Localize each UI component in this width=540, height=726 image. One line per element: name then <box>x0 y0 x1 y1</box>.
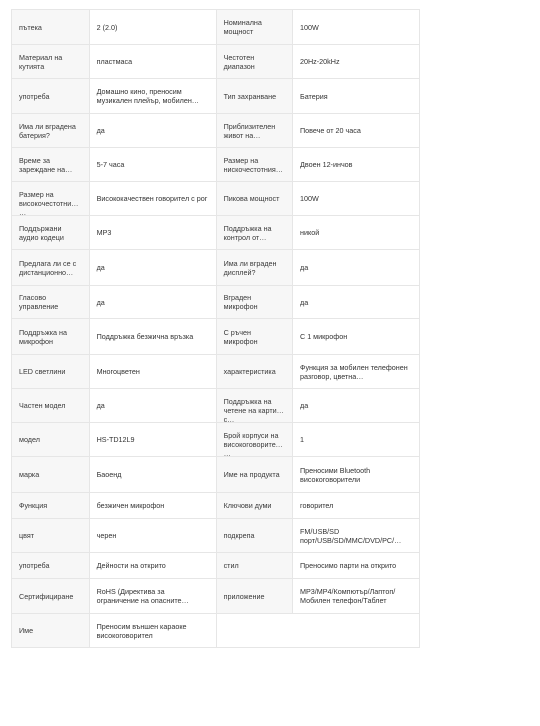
spec-label-cell <box>12 114 90 148</box>
spec-value-cell <box>293 79 420 114</box>
spec-value: Функция за мобилен телефонен разговор, цветна… <box>300 362 408 381</box>
spec-label: Размер на високочестотния… <box>19 189 76 217</box>
spec-value: черен <box>96 531 117 540</box>
spec-label: Приблизителен живот на… <box>223 121 276 140</box>
spec-label-cell <box>12 423 90 457</box>
spec-label-cell <box>12 493 90 519</box>
spec-row <box>12 45 420 79</box>
spec-label-cell <box>12 148 90 182</box>
spec-label: стил <box>223 561 239 570</box>
spec-label: Време за зареждане на… <box>19 155 73 174</box>
spec-value-cell <box>293 553 420 579</box>
spec-label-cell <box>12 182 90 216</box>
spec-row <box>12 493 420 519</box>
spec-value: говорител <box>300 501 334 510</box>
spec-row <box>12 10 420 45</box>
spec-label-cell <box>216 579 292 614</box>
spec-value: пластмаса <box>96 57 133 66</box>
spec-value-cell <box>89 389 216 423</box>
spec-value-cell <box>89 114 216 148</box>
spec-value: MP3 <box>96 228 112 237</box>
spec-value-cell <box>89 286 216 319</box>
spec-row <box>12 423 420 457</box>
spec-value: 1 <box>300 435 304 444</box>
spec-label-cell <box>12 579 90 614</box>
empty-cell <box>216 614 419 648</box>
spec-label: Поддръжка на микрофон <box>19 327 67 346</box>
spec-value-cell <box>293 148 420 182</box>
spec-value-cell <box>89 493 216 519</box>
spec-label: марка <box>19 470 40 479</box>
spec-label-cell <box>12 553 90 579</box>
spec-label: цвят <box>19 531 35 540</box>
spec-label: Ключови думи <box>223 501 272 510</box>
spec-label: Сертифициране <box>19 591 74 601</box>
spec-value: 20Hz-20kHz <box>300 57 340 66</box>
spec-label: Материал на кутията <box>19 52 63 71</box>
spec-label-cell <box>12 10 90 45</box>
spec-label: Тип захранване <box>223 91 277 101</box>
spec-row <box>12 355 420 389</box>
spec-label-cell <box>216 457 292 493</box>
spec-value: да <box>96 126 105 135</box>
spec-label-cell <box>12 45 90 79</box>
spec-label-cell <box>216 319 292 355</box>
spec-label: употреба <box>19 561 50 570</box>
spec-value-cell <box>89 79 216 114</box>
spec-row <box>12 148 420 182</box>
spec-label-cell <box>216 553 292 579</box>
spec-label-cell <box>216 45 292 79</box>
spec-value: да <box>96 401 105 410</box>
spec-label: Поддръжка на контрол от… <box>223 223 272 242</box>
spec-value: Поддръжка безжична връзка <box>96 332 194 341</box>
spec-value: Преносими Bluetooth високоговорители <box>300 465 371 484</box>
spec-value-cell <box>293 286 420 319</box>
spec-value-cell <box>293 423 420 457</box>
spec-value: Преносим външен караоке високоговорител <box>96 621 187 640</box>
spec-value-cell <box>89 423 216 457</box>
spec-label-cell <box>12 355 90 389</box>
spec-label: Честотен диапазон <box>223 52 255 71</box>
spec-label-cell <box>12 519 90 553</box>
spec-label: модел <box>19 435 40 444</box>
spec-value-cell <box>293 355 420 389</box>
spec-value-cell <box>293 319 420 355</box>
spec-value: RoHS (Директива за ограничение на опасните… <box>96 587 189 605</box>
spec-value-cell <box>293 579 420 614</box>
spec-value: MP3/MP4/Компютър/Лаптоп/ Мобилен телефон/Таблет <box>300 587 396 605</box>
spec-value: 100W <box>300 194 319 203</box>
spec-label: характеристика <box>223 367 276 376</box>
spec-value: Двоен 12-инчов <box>300 160 353 169</box>
spec-label: Пикова мощност <box>223 194 280 203</box>
spec-label-cell <box>12 79 90 114</box>
spec-label: Брой корпуси на високоговорител… <box>223 430 280 458</box>
spec-value: Домашно кино, преносим музикален плейър, мобилен… <box>96 87 199 105</box>
spec-label-cell <box>12 250 90 286</box>
spec-value-cell <box>293 389 420 423</box>
spec-label-cell <box>216 114 292 148</box>
spec-label: Име <box>19 626 34 635</box>
spec-value-cell <box>89 182 216 216</box>
spec-value-cell <box>89 457 216 493</box>
spec-label: Поддържани аудио кодеци <box>19 223 64 242</box>
spec-value-cell <box>293 493 420 519</box>
spec-value-cell <box>89 45 216 79</box>
spec-label: приложение <box>223 591 265 601</box>
spec-label-cell <box>216 286 292 319</box>
spec-row <box>12 389 420 423</box>
spec-value: FM/USB/SD порт/USB/SD/MMC/DVD/PC/… <box>300 526 402 545</box>
spec-label-cell <box>12 614 90 648</box>
spec-label: Предлага ли се с дистанционно… <box>19 258 77 277</box>
spec-label-cell <box>216 355 292 389</box>
spec-value-cell <box>89 579 216 614</box>
spec-label: Поддръжка на четене на карти с… <box>223 396 277 424</box>
spec-label: С ръчен микрофон <box>223 327 258 346</box>
spec-label-cell <box>12 286 90 319</box>
spec-label: Частен модел <box>19 401 66 410</box>
spec-label-cell <box>216 79 292 114</box>
spec-value: HS-TD12L9 <box>96 435 135 444</box>
spec-row <box>12 319 420 355</box>
spec-label-cell <box>216 250 292 286</box>
spec-value: Повече от 20 часа <box>300 126 361 135</box>
spec-value: да <box>96 263 105 272</box>
spec-value-cell <box>89 250 216 286</box>
specifications-table <box>11 9 420 648</box>
spec-label-cell <box>216 216 292 250</box>
spec-label-cell <box>216 148 292 182</box>
spec-row <box>12 250 420 286</box>
spec-label: Гласово управление <box>19 293 59 311</box>
spec-label-cell <box>216 493 292 519</box>
spec-label: Име на продукта <box>223 470 280 479</box>
spec-row <box>12 216 420 250</box>
spec-label-cell <box>216 519 292 553</box>
spec-label-cell <box>12 457 90 493</box>
spec-label-cell <box>12 389 90 423</box>
spec-value-cell <box>293 10 420 45</box>
spec-value-cell <box>293 457 420 493</box>
specifications-table-body <box>12 10 420 648</box>
spec-value: да <box>96 297 105 307</box>
spec-label: Има ли вградена батерия? <box>19 121 76 140</box>
spec-value: Висококачествен говорител с рог <box>96 194 208 203</box>
spec-label: подкрепа <box>223 531 255 540</box>
spec-row <box>12 286 420 319</box>
spec-label-cell <box>216 182 292 216</box>
spec-row <box>12 614 420 648</box>
spec-label-cell <box>12 216 90 250</box>
spec-value-cell <box>293 182 420 216</box>
spec-label-cell <box>216 10 292 45</box>
spec-label: пътека <box>19 22 42 32</box>
spec-value: Баоенд <box>96 470 122 479</box>
spec-label-cell <box>216 389 292 423</box>
spec-label: Номинална мощност <box>223 18 262 36</box>
spec-value: Многоцветен <box>96 367 140 376</box>
spec-value-cell <box>293 216 420 250</box>
spec-value: да <box>300 401 309 410</box>
spec-value-cell <box>293 519 420 553</box>
spec-value: Дейности на открито <box>96 561 166 570</box>
spec-row <box>12 182 420 216</box>
spec-value-cell <box>89 10 216 45</box>
spec-value-cell <box>89 355 216 389</box>
spec-value: Преносимо парти на открито <box>300 561 397 570</box>
spec-label: Размер на нискочестотния… <box>223 155 283 174</box>
spec-label: Функция <box>19 501 48 510</box>
spec-value: да <box>300 263 309 272</box>
spec-row <box>12 519 420 553</box>
spec-label-cell <box>12 319 90 355</box>
spec-label: Вграден микрофон <box>223 293 258 311</box>
spec-value: 100W <box>300 22 319 32</box>
spec-value-cell <box>293 114 420 148</box>
spec-value-cell <box>89 553 216 579</box>
spec-value-cell <box>89 519 216 553</box>
spec-value: безжичен микрофон <box>96 501 165 510</box>
spec-value-cell <box>89 216 216 250</box>
spec-value-cell <box>293 45 420 79</box>
spec-value: никой <box>300 228 320 237</box>
spec-value-cell <box>89 614 216 648</box>
spec-row <box>12 114 420 148</box>
spec-row <box>12 579 420 614</box>
spec-value: 2 (2.0) <box>96 22 118 32</box>
spec-label: Има ли вграден дисплей? <box>223 258 277 277</box>
spec-value: да <box>300 297 309 307</box>
spec-value-cell <box>89 148 216 182</box>
spec-label: LED светлини <box>19 367 66 376</box>
spec-value-cell <box>89 319 216 355</box>
spec-row <box>12 553 420 579</box>
spec-row <box>12 457 420 493</box>
spec-value: 5-7 часа <box>96 160 125 169</box>
spec-value: С 1 микрофон <box>300 332 348 341</box>
spec-row <box>12 79 420 114</box>
spec-value: Батерия <box>300 91 328 101</box>
spec-label: употреба <box>19 91 50 101</box>
spec-value-cell <box>293 250 420 286</box>
spec-label-cell <box>216 423 292 457</box>
